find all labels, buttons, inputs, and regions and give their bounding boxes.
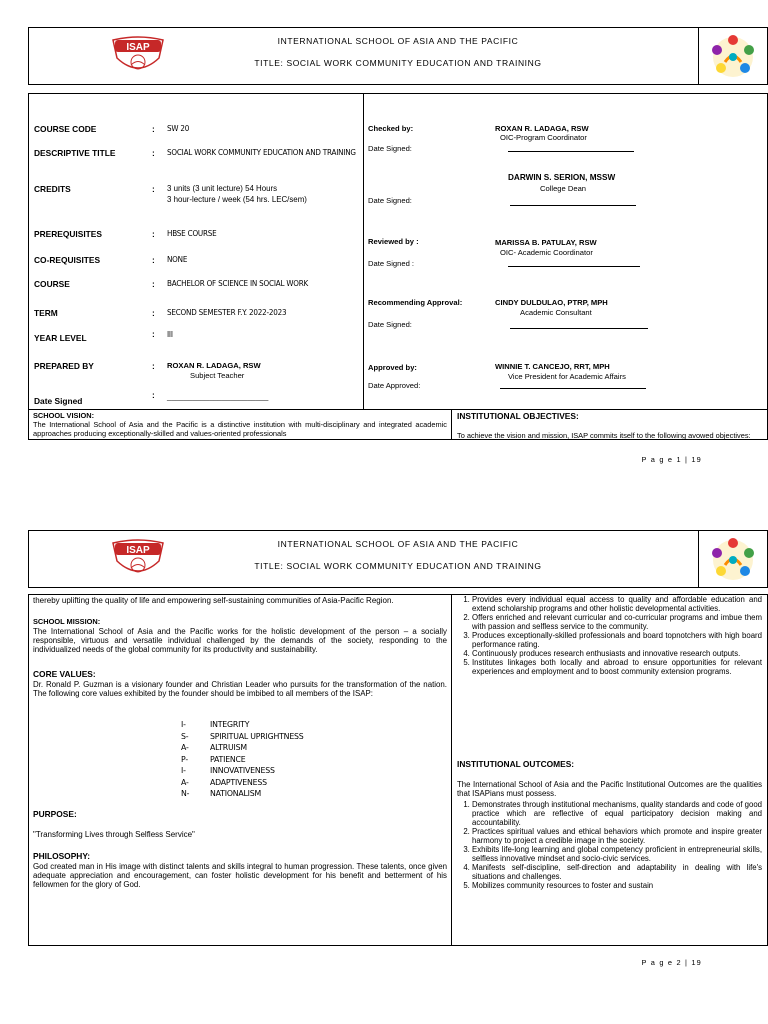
school-vision: SCHOOL VISION: The International School of Asia and the Pacific is a distinctive institution with multi-disciplinary and integrated academic approaches producing exceptionally-skilled and values-oriented professionals [33,411,447,438]
philosophy-label: PHILOSOPHY: [33,851,91,861]
objectives-list [458,595,762,676]
school-mission-text: The International School of Asia and the Pacific works for the holistic development of the person – a socially responsible, virtuous and versatile individual challenged by the demands of the society, responding to the individualized needs of the global community for its productivity and sustainability. [33,627,447,654]
credits-value-1: 3 units (3 unit lecture) 54 Hours [167,184,278,193]
course-code-value: SW 20 [167,124,190,133]
approved-by-label: Approved by: [368,363,417,372]
core-values-label: CORE VALUES: [33,669,96,679]
list-item: 1. Demonstrates through institutional mechanisms, quality standards and code of good practice which are reflective of equal participatory decision making and accountability. [472,800,762,827]
checked-by-label: Checked by: [368,124,414,133]
core-value-name: INTEGRITY [210,720,250,729]
term-label: TERM [34,308,58,318]
list-item: 2. Practices spiritual values and ethical behaviors which promote and inspire greater harmony to project a credible image in the society. [472,827,762,845]
community-hands-logo-icon [705,30,761,82]
core-value-letter: I- [181,720,186,729]
core-value-name: ADAPTIVENESS [210,777,267,787]
recommending-name: CINDY DULDULAO, PTRP, MPH [495,298,608,307]
year-level-value: III [167,330,173,339]
vision-continued: thereby uplifting the quality of life and empowering self-sustaining communities of Asia-Pacific Region. [33,596,394,605]
reviewed-date-label: Date Signed : [368,259,415,268]
core-value-letter: A- [181,743,189,752]
recommending-date-label: Date Signed: [368,320,412,329]
community-hands-logo-icon [705,533,761,585]
core-value-letter: S- [181,731,189,741]
recommending-approval-label: Recommending Approval: [368,298,463,307]
year-level-label: YEAR LEVEL [34,333,87,343]
document-title: TITLE: SOCIAL WORK COMMUNITY EDUCATION AND TRAINING [254,561,542,571]
core-value-name: NATIONALISM [210,789,262,798]
reviewed-by-role: OIC- Academic Coordinator [500,248,593,257]
date-signed-value: ________________________ [167,392,269,401]
list-item: 4. Manifests self-discipline, self-direction and adaptability in dealing with life's situations and challenges. [472,863,762,881]
credits-label: CREDITS [34,184,71,194]
core-value-name: PATIENCE [210,754,246,764]
corequisites-label: CO-REQUISITES [34,255,101,265]
list-item: 4. Continuously produces research enthusiasts and innovative research outputs. [472,649,762,658]
approved-role: Vice President for Academic Affairs [508,372,626,381]
corequisites-value: NONE [167,255,188,264]
institutional-outcomes-label: INSTITUTIONAL OUTCOMES: [457,759,575,769]
checked-date-label: Date Signed: [368,144,412,153]
list-item: 5. Mobilizes community resources to foster and sustain [472,881,762,890]
outcomes-list [458,800,762,890]
dean-role: College Dean [540,184,587,193]
core-value-letter: P- [181,754,188,764]
prerequisites-value: HBSE COURSE [167,229,217,238]
page-number-2: P a g e 2 | 19 [641,958,702,967]
core-value-name: INNOVATIVENESS [210,766,275,775]
core-value-letter: A- [181,777,189,787]
school-name: INTERNATIONAL SCHOOL OF ASIA AND THE PACIFIC [277,36,519,46]
reviewed-by-name: MARISSA B. PATULAY, RSW [495,238,597,247]
course-code-label: COURSE CODE [34,124,97,134]
date-approved-label: Date Approved: [368,381,421,390]
dean-name: DARWIN S. SERION, MSSW [508,173,616,182]
prepared-by-role: Subject Teacher [190,371,245,380]
course-label: COURSE [34,279,70,289]
page1-header [28,27,768,85]
list-item: 3. Produces exceptionally-skilled professionals and board topnotchers with high board performance rating. [472,631,762,649]
checked-by-name: ROXAN R. LADAGA, RSW [495,124,589,133]
course-value: BACHELOR OF SCIENCE IN SOCIAL WORK [167,279,309,288]
core-value-letter: N- [181,789,190,798]
school-name: INTERNATIONAL SCHOOL OF ASIA AND THE PACIFIC [277,539,519,549]
logo-text: ISAP [126,42,150,53]
checked-by-role: OIC-Program Coordinator [500,133,587,142]
reviewed-by-label: Reviewed by : [368,237,419,246]
core-value-letter: I- [181,766,186,775]
descriptive-title-value: SOCIAL WORK COMMUNITY EDUCATION AND TRAINING [167,148,356,157]
purpose-text: "Transforming Lives through Selfless Service" [33,830,195,839]
document-title: TITLE: SOCIAL WORK COMMUNITY EDUCATION AND TRAINING [254,58,542,68]
school-mission-label: SCHOOL MISSION: [33,617,101,626]
philosophy-text: God created man in His image with distinct talents and skills integral to human progression. These talents, once given adequate appreciation and encouragement, can foster holistic development for his benefit and betterment of his fellowmen for the glory of God. [33,862,447,889]
core-value-name: ALTRUISM [210,743,247,752]
core-value-name: SPIRITUAL UPRIGHTNESS [210,731,304,741]
list-item: 2. Offers enriched and relevant curricular and co-curricular programs and imbue them with passion and selfless service to the community. [472,613,762,631]
institutional-objectives-label: INSTITUTIONAL OBJECTIVES: [457,411,579,421]
approved-name: WINNIE T. CANCEJO, RRT, MPH [495,362,610,371]
descriptive-title-label: DESCRIPTIVE TITLE [34,148,116,158]
credits-value-2: 3 hour-lecture / week (54 hrs. LEC/sem) [167,195,307,204]
institutional-outcomes-intro: The International School of Asia and the Pacific Institutional Outcomes are the qualities that ISAPians must possess. [457,780,762,798]
page2-header [28,530,768,588]
recommending-role: Academic Consultant [520,308,592,317]
prepared-by-name: ROXAN R. LADAGA, RSW [167,361,261,370]
core-values-text: Dr. Ronald P. Guzman is a visionary founder and Christian Leader who pursuits for the transformation of the nation. The following core values exhibited by the founder should be imbibed to all members of the ISAP: [33,680,447,698]
page-number-1: P a g e 1 | 19 [641,455,702,464]
purpose-label: PURPOSE: [33,809,77,819]
dean-date-label: Date Signed: [368,196,412,205]
institutional-objectives-intro: To achieve the vision and mission, ISAP commits itself to the following avowed objectives: [457,431,751,440]
list-item: 3. Exhibits life-long learning and global competency proficient in entrepreneurial skills, selfless innovative mindset and socio-civic services. [472,845,762,863]
list-item: 5. Institutes linkages both locally and abroad to ensure opportunities for relevant experiences and employment and to boost community extension programs. [472,658,762,676]
logo-text: ISAP [126,545,150,556]
list-item: 1. Provides every individual equal access to quality and affordable education and extend scholarship programs and other holistic developmental activities. [472,595,762,613]
term-value: SECOND SEMESTER F.Y. 2022-2023 [167,308,287,317]
prerequisites-label: PREREQUISITES [34,229,102,239]
prepared-by-label: PREPARED BY [34,361,94,371]
date-signed-label: Date Signed [34,396,83,406]
